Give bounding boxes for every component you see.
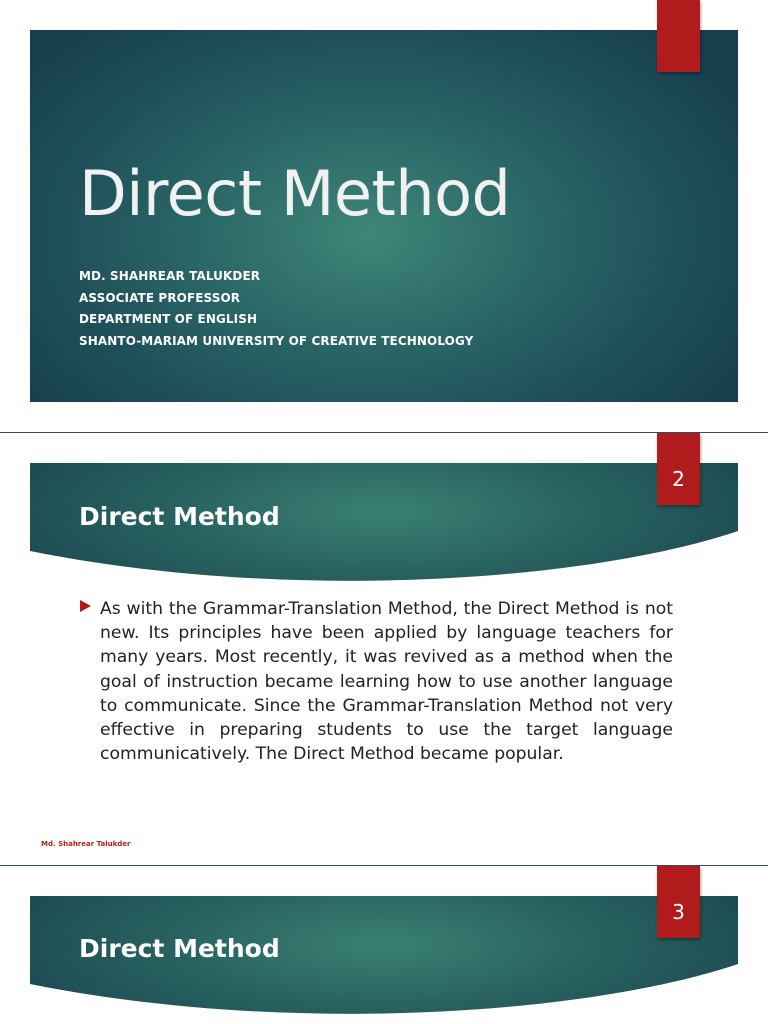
slide-number-tab — [657, 866, 700, 938]
slide-footer: Md. Shahrear Talukder — [41, 840, 131, 848]
slide-number: 2 — [672, 467, 685, 491]
author-info — [79, 266, 473, 352]
slide-title: Direct Method — [79, 934, 280, 963]
bullet-text: As with the Grammar-Translation Method, the Direct Method is not new. Its principles have been applied by language teachers for many years. Most recently, it was revived as a method when the goal of instruction became learning how to use another language to communicate. Since the Grammar-Translation Method not very effective in preparing students to use the target language communicatively. The Direct Method became popular. — [100, 599, 673, 765]
author-position: ASSOCIATE PROFESSOR — [79, 290, 241, 305]
slide-number: 3 — [672, 900, 685, 924]
slide-title: Direct Method — [79, 502, 280, 531]
slide-3 — [0, 866, 768, 1024]
slide-2 — [0, 433, 768, 865]
slide-number-tab — [657, 433, 700, 505]
bullet-arrow-icon — [80, 600, 91, 612]
author-name: MD. SHAHREAR TALUKDER — [79, 269, 261, 283]
author-university: SHANTO-MARIAM UNIVERSITY OF CREATIVE TECHNOLOGY — [79, 333, 474, 348]
slide-1 — [0, 0, 768, 432]
corner-tab — [657, 0, 700, 72]
slide-title: Direct Method — [79, 157, 511, 230]
author-department: DEPARTMENT OF ENGLISH — [79, 312, 258, 326]
